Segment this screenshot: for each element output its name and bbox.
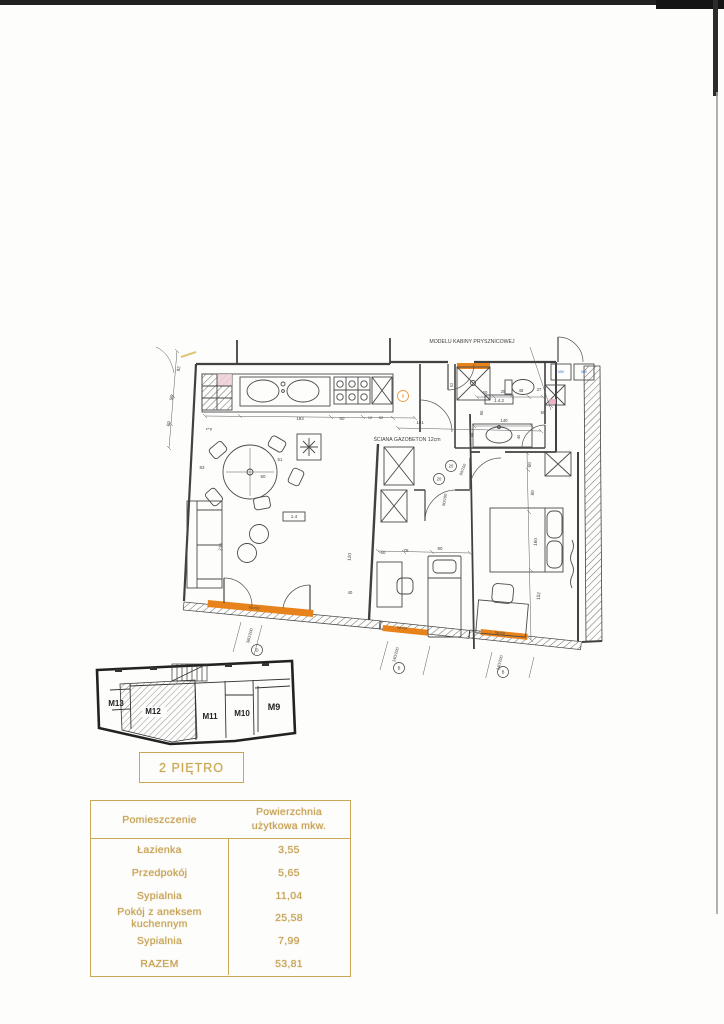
plan-label: 44: [468, 432, 475, 438]
floor-label-text: 2 PIĘTRO: [159, 760, 224, 775]
plan-label: 90: [478, 410, 485, 416]
window-sills-highlighted: [207, 363, 527, 640]
overview-plan: [88, 648, 303, 750]
kitchen-sink: [240, 377, 330, 406]
plan-label: 90: [437, 546, 443, 551]
wardrobe: [381, 447, 414, 522]
dining-chairs: [204, 435, 305, 510]
hanger-rod: [571, 540, 574, 588]
doors: [224, 337, 594, 610]
plan-label: 92: [175, 365, 182, 372]
desk-chair: [491, 583, 514, 604]
plan-label: M12: [145, 707, 161, 716]
plan-label: 60: [540, 410, 546, 415]
bedroom-middle: [377, 447, 461, 637]
plan-label: hp=50: [494, 630, 506, 636]
pouf: [238, 544, 257, 563]
plan-label: 40: [347, 590, 353, 595]
single-bed: [428, 556, 461, 637]
plan-label: M10: [234, 709, 250, 718]
pouf: [250, 525, 269, 544]
table-header-row: [91, 801, 350, 839]
plan-label: hp=50: [248, 605, 260, 611]
table-header-area: Powierzchnia użytkowa mkw.: [251, 806, 327, 832]
plan-label: 160: [532, 537, 539, 546]
plan-label: 51: [277, 457, 283, 462]
table-cell-room: Przedpokój: [131, 867, 188, 880]
plan-label: 20: [448, 463, 454, 469]
table-cell-room: Łazienka: [137, 844, 182, 857]
table-cell-area: 3,55: [278, 844, 300, 857]
plan-label: 60: [526, 462, 533, 468]
plan-label: 60: [165, 420, 172, 427]
plan-label: 151: [416, 420, 424, 425]
plan-label: MW: [558, 370, 564, 374]
plan-label: 120: [346, 552, 353, 561]
gas-hob-icon: [297, 434, 321, 460]
desk: [377, 562, 402, 607]
plan-label: MODELU KABINY PRYSZNICOWEJ: [429, 339, 515, 345]
plan-label: 60: [380, 550, 386, 555]
scan-edge-right-dark: [713, 0, 718, 96]
table-body: [91, 839, 350, 975]
stove: [334, 377, 370, 404]
plan-label: 152: [535, 591, 542, 600]
table-cell-room: Pokój z aneksem kuchennym: [117, 906, 202, 931]
area-table: [90, 800, 351, 977]
table-row: [91, 862, 350, 885]
plan-label: B: [501, 669, 505, 675]
plan-label: 140/200: [391, 646, 400, 663]
plan-label: 80/200: [440, 493, 449, 507]
table-cell-area: 11,04: [275, 889, 303, 902]
plan-label: 140: [500, 418, 508, 423]
plan-label: 58: [168, 394, 175, 401]
living-room: [187, 435, 305, 588]
plan-label: 140/200: [495, 654, 504, 671]
plan-label: 35: [500, 389, 506, 394]
plan-label: M9: [267, 702, 281, 712]
plan-label: ŚCIANA GAZOBETON 12cm: [373, 437, 441, 443]
plan-label: 60: [339, 416, 345, 421]
table-cell-room: RAZEM: [140, 957, 179, 970]
plan-label: 78: [403, 548, 409, 553]
desk: [476, 582, 530, 637]
plan-label: 52: [378, 416, 384, 420]
plan-label: 50: [260, 474, 266, 479]
washbasin: [473, 424, 532, 447]
sofa: [187, 501, 222, 588]
plan-label: 48: [518, 388, 524, 393]
table-cell-area: 5,65: [278, 867, 300, 880]
plan-label: 193: [296, 416, 304, 421]
plan-label: 52: [448, 382, 455, 388]
double-bed: [490, 508, 563, 572]
table-row: [91, 884, 350, 907]
plan-label: MW: [581, 370, 587, 374]
scan-edge-top: [0, 0, 724, 5]
table-header-room: Pomieszczenie: [122, 813, 197, 826]
plan-label: 40: [515, 434, 522, 440]
table-row: [91, 907, 350, 930]
plan-label: 37: [536, 387, 542, 392]
floor-label-box: [139, 752, 244, 783]
plan-label: B: [397, 665, 401, 671]
desk-chair: [397, 578, 413, 594]
plan-label: 83: [199, 465, 205, 470]
plan-label: hp=50: [396, 625, 408, 631]
plan-label: 360/200: [245, 627, 254, 644]
table-cell-area: 53,81: [275, 957, 303, 970]
plan-label: 60: [482, 390, 488, 395]
plan-label: 1.4.2: [493, 398, 505, 403]
table-row: [91, 952, 350, 975]
table-cell-area: 25,58: [275, 912, 303, 925]
plan-label: M13: [108, 699, 124, 708]
plan-label: 1.4: [290, 514, 298, 519]
scan-edge-right-line: [716, 92, 718, 914]
plan-label: 215: [217, 542, 224, 551]
bedroom-right: [476, 452, 574, 637]
plan-label: 12: [367, 416, 373, 420]
highlighter-tick: [181, 352, 196, 357]
floor-plan: [140, 328, 660, 678]
plan-label: 80: [529, 490, 536, 496]
plan-label: 90/200: [458, 462, 468, 477]
table-cell-room: Sypialnia: [136, 889, 183, 902]
table-row: [91, 839, 350, 862]
plan-label: M11: [202, 712, 218, 721]
table-cell-area: 7,99: [278, 935, 300, 948]
tall-cabinet: [372, 377, 392, 404]
table-cell-room: Sypialnia: [136, 935, 183, 948]
table-row: [91, 930, 350, 953]
plan-label: z+p: [205, 426, 213, 431]
plan-label: D: [255, 647, 259, 653]
plan-label: 20: [436, 476, 442, 482]
wardrobe: [545, 452, 571, 476]
plan-label: 8: [401, 393, 405, 399]
